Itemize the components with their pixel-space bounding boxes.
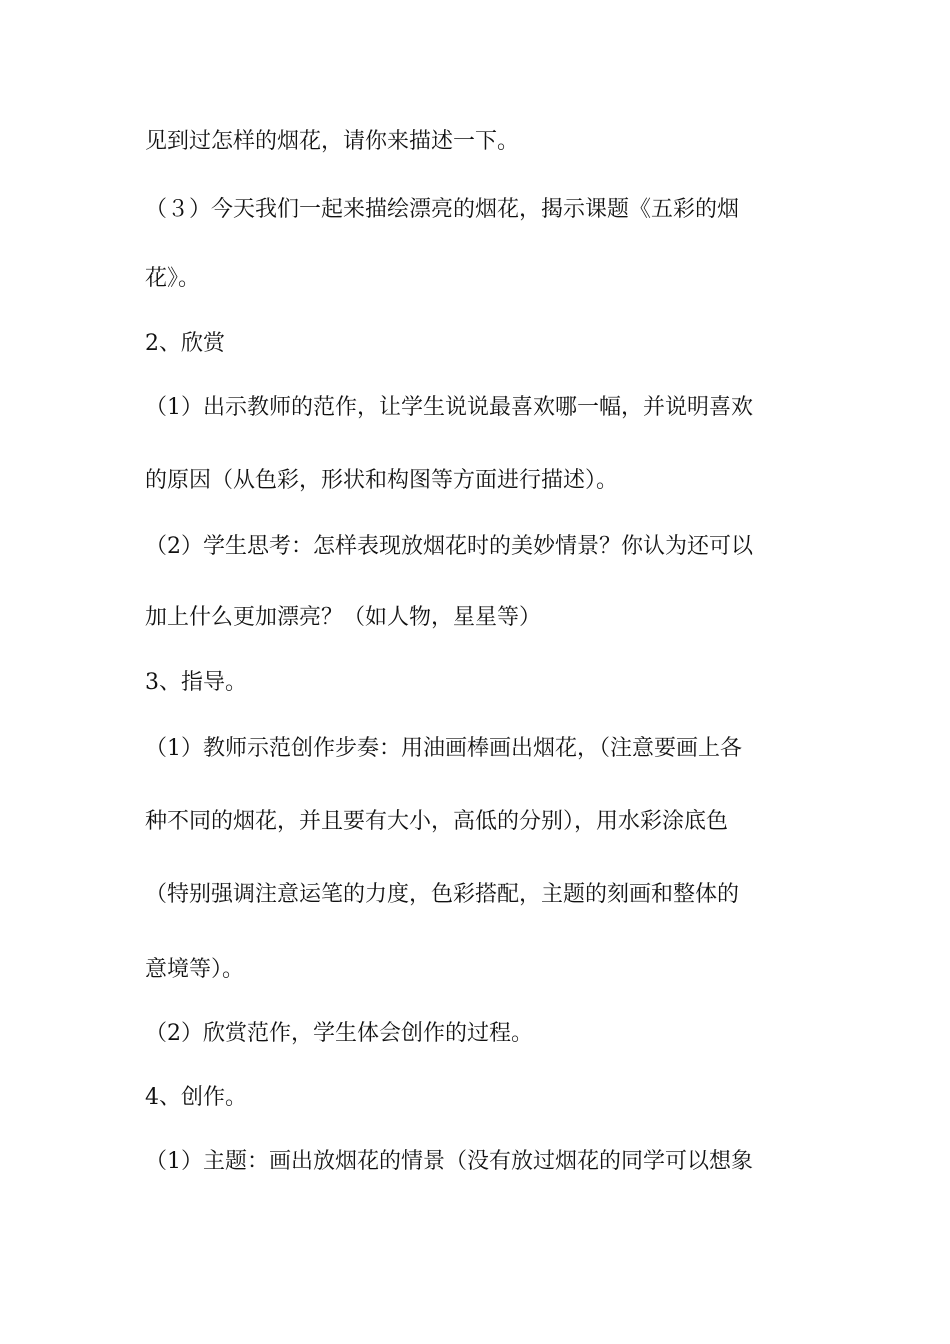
- text-line: 种不同的烟花，并且要有大小，高低的分别），用水彩涂底色: [145, 809, 729, 834]
- text-line: （2）欣赏范作，学生体会创作的过程。: [145, 1021, 533, 1046]
- text-line: 加上什么更加漂亮？（如人物，星星等）: [145, 605, 542, 630]
- text-line: （1）主题：画出放烟花的情景（没有放过烟花的同学可以想象: [145, 1149, 753, 1174]
- text-line: 意境等）。: [145, 957, 245, 982]
- text-line: 见到过怎样的烟花，请你来描述一下。: [145, 129, 520, 154]
- text-line: （1）出示教师的范作，让学生说说最喜欢哪一幅，并说明喜欢: [145, 395, 753, 420]
- text-line: （特别强调注意运笔的力度，色彩搭配，主题的刻画和整体的: [145, 882, 740, 907]
- text-line: （2）学生思考：怎样表现放烟花时的美妙情景？你认为还可以: [145, 534, 753, 559]
- section-heading: 3、指导。: [145, 670, 247, 695]
- section-heading: 2、欣赏: [145, 331, 225, 356]
- text-line: 的原因（从色彩，形状和构图等方面进行描述）。: [145, 468, 619, 493]
- text-line: 花》。: [145, 266, 201, 291]
- text-line: （３）今天我们一起来描绘漂亮的烟花，揭示课题《五彩的烟: [145, 197, 740, 222]
- text-line: （1）教师示范创作步奏：用油画棒画出烟花，（注意要画上各: [145, 736, 742, 761]
- section-heading: 4、创作。: [145, 1085, 247, 1110]
